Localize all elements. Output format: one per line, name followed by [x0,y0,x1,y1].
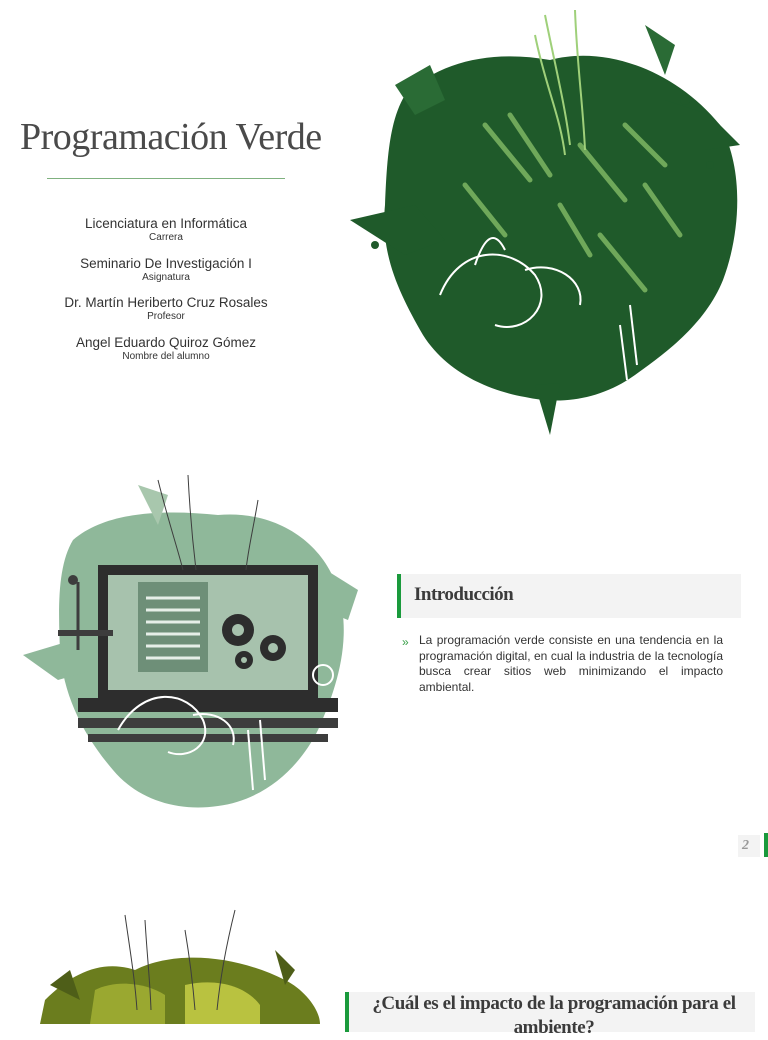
student-block [20,335,312,363]
bullet-marker: » [402,635,409,649]
career-label: Carrera [149,232,183,243]
professor-value: Dr. Martín Heriberto Cruz Rosales [64,295,268,310]
student-label: Nombre del alumno [122,351,210,362]
section-heading-box [345,992,755,1038]
career-value: Licenciatura en Informática [84,216,248,231]
subject-block [20,256,312,284]
heading-accent-bar [345,992,349,1032]
slide-1 [0,0,768,438]
section-heading: ¿Cuál es el impacto de la programación para el ambiente? [372,993,736,1038]
plant-splash-illustration [35,910,325,1024]
section-heading-box [397,574,741,618]
subject-label: Asignatura [142,272,190,283]
subject-value: Seminario De Investigación I [80,256,252,271]
heading-accent-bar [397,574,401,618]
career-block [20,216,312,244]
title-divider [47,178,285,179]
student-value: Angel Eduardo Quiroz Gómez [75,335,257,350]
intro-paragraph: La programación verde consiste en una tendencia en la programación digital, en cual la industria de la tecnología busca crear sitios web minimizando el impacto ambiental. [419,633,723,694]
slide-3 [0,880,768,1038]
page-number: 2 [742,838,749,853]
professor-block [20,295,312,323]
slide-title: Programación Verde [20,116,322,158]
page-accent-bar [764,833,768,857]
fern-splash-illustration [345,5,760,435]
professor-label: Profesor [147,311,185,322]
laptop-gears-illustration [18,470,363,815]
section-heading: Introducción [414,584,514,605]
